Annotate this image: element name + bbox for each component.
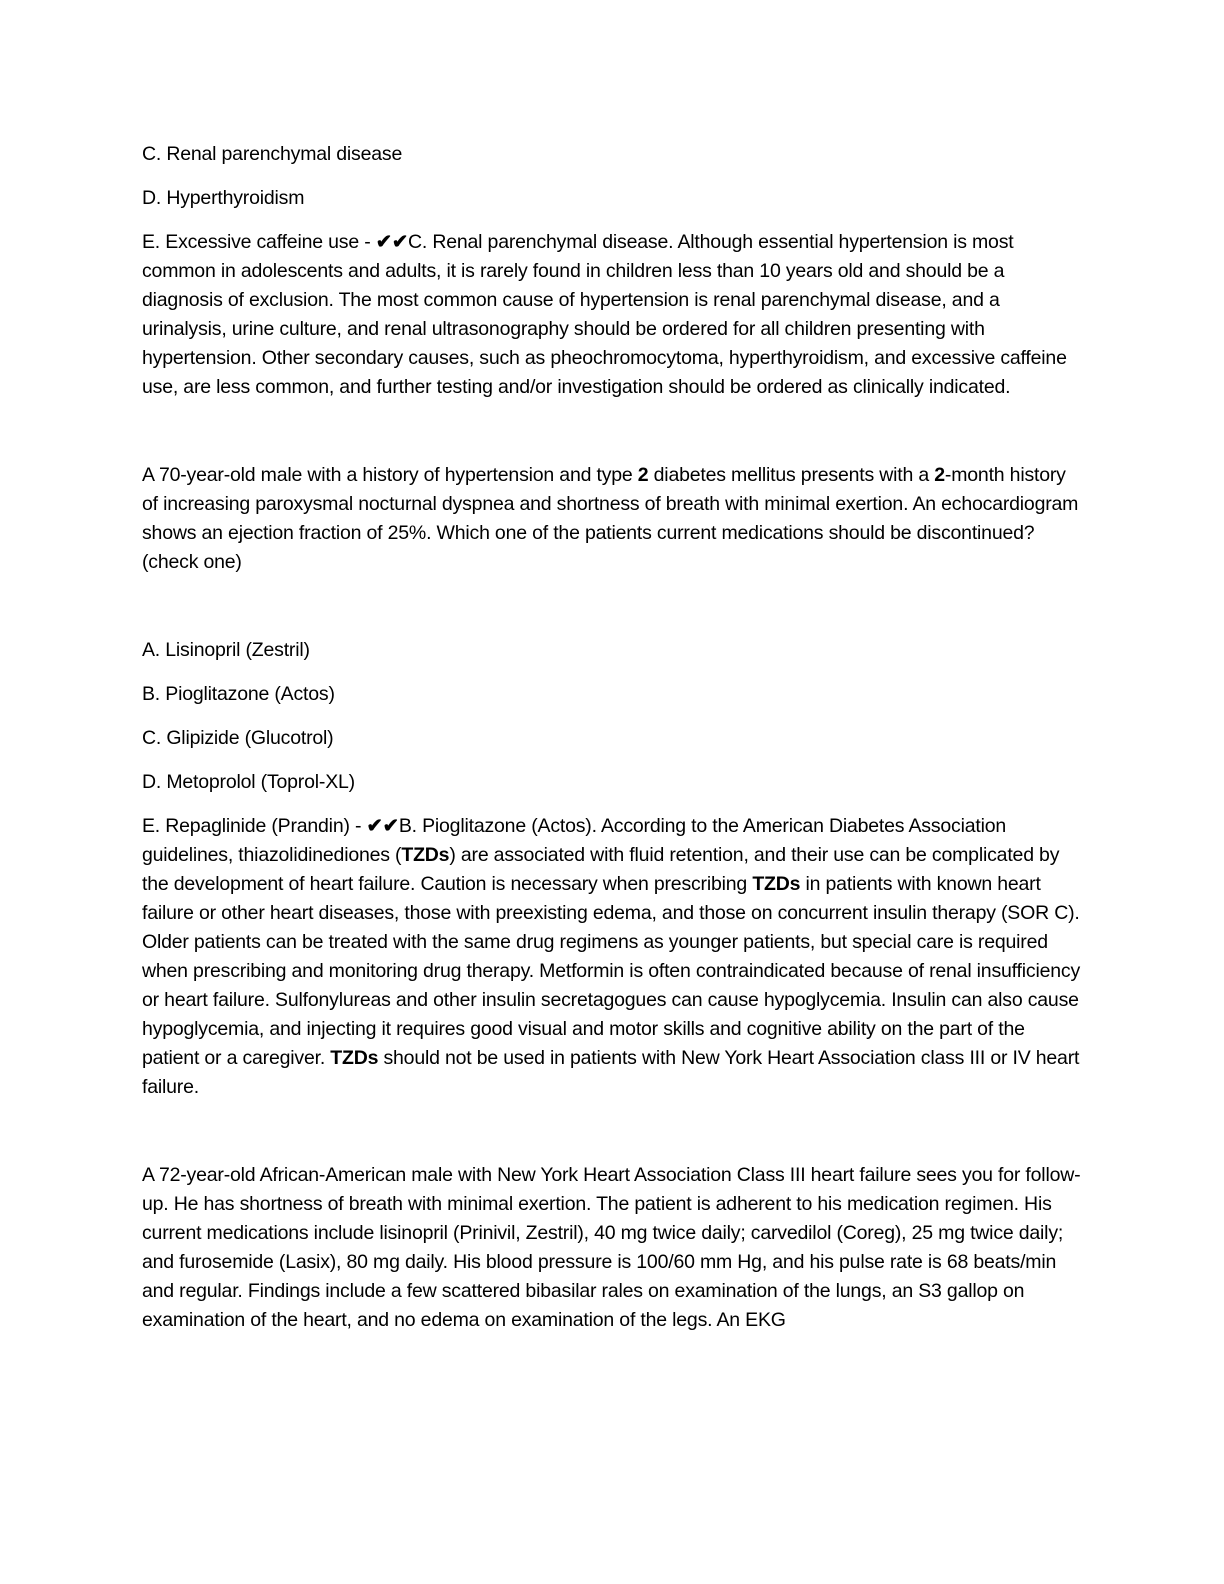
text-run: 2 [637,464,649,486]
paragraph [142,184,1083,213]
text-run: E. Excessive caffeine use - [142,231,376,253]
text-run: B. Pioglitazone (Actos). According to the American Diabetes Association guidelines, thiazolidinediones ( [142,815,1012,866]
text-run: A 70-year-old male with a history of hypertension and type [142,464,638,486]
text-run: diabetes mellitus presents with a [648,464,935,486]
paragraph [142,1161,1083,1335]
text-run: TZDs [752,873,801,895]
text-run: D. Metoprolol (Toprol-XL) [142,771,355,793]
paragraph [142,228,1083,402]
text-run: C. Renal parenchymal disease [142,143,403,165]
text-run: A 72-year-old African-American male with New York Heart Association Class III heart failure sees you for follow-up. He has shortness of breath with minimal exertion. The patient is adherent to his medication regimen. His current medications include lisinopril (Prinivil, Zestril), 40 mg twice daily; carvedilol (Coreg), 25 mg twice daily; and furosemide (Lasix), 80 mg daily. His blood pressure is 100/60 mm Hg, and his pulse rate is 68 beats/min and regular. Findings include a few scattered bibasilar rales on examination of the lungs, an S3 gallop on examination of the heart, and no edema on examination of the legs. An EKG [142,1164,1081,1331]
paragraph [142,636,1083,665]
double-checkmark-icon: ✔✔ [375,231,409,253]
text-run: D. Hyperthyroidism [142,187,305,209]
text-run: C. Glipizide (Glucotrol) [142,727,334,749]
text-run: -month history of increasing paroxysmal nocturnal dyspnea and shortness of breath with minimal exertion. An echocardiogram shows an ejection fraction of 25%. Which one of the patients current medications should be discontinued? (check one) [142,464,1084,573]
double-checkmark-icon: ✔✔ [366,815,399,837]
text-run: 2 [934,464,945,486]
text-run: E. Repaglinide (Prandin) - [142,815,367,837]
paragraph [142,461,1083,577]
text-run: TZDs [330,1047,379,1069]
paragraph [142,680,1083,709]
text-run: should not be used in patients with New York Heart Association class III or IV heart failure. [142,1047,1085,1098]
paragraph [142,140,1083,169]
text-run: B. Pioglitazone (Actos) [142,683,335,705]
text-run: TZDs [401,844,450,866]
paragraph [142,812,1086,1102]
blank-line [142,1117,1083,1146]
text-run: in patients with known heart failure or other heart diseases, those with preexisting edema, and those on concurrent insulin therapy (SOR C). Older patients can be treated with the same drug regimens as younger patients, but special care is required when prescribing and monitoring drug therapy. Metformin is often contraindicated because of renal insufficiency or heart failure. Sulfonylureas and other insulin secretagogues can cause hypoglycemia. Insulin can also cause hypoglycemia, and injecting it requires good visual and motor skills and cognitive ability on the part of the patient or a caregiver. [142,873,1086,1069]
text-run: ) are associated with fluid retention, and their use can be complicated by the development of heart failure. Caution is necessary when prescribing [142,844,1065,895]
blank-line [142,417,1083,446]
text-run: A. Lisinopril (Zestril) [142,639,310,661]
text-run: C. Renal parenchymal disease. Although essential hypertension is most common in adolescents and adults, it is rarely found in children less than 10 years old and should be a diagnosis of exclusion. The most common cause of hypertension is renal parenchymal disease, and a urinalysis, urine culture, and renal ultrasonography should be ordered for all children presenting with hypertension. Other secondary causes, such as pheochromocytoma, hyperthyroidism, and excessive caffeine use, are less common, and further testing and/or investigation should be ordered as clinically indicated. [142,231,1072,398]
blank-line [142,592,1083,621]
paragraph [142,768,1083,797]
document-body [142,140,1086,1350]
paragraph [142,724,1083,753]
